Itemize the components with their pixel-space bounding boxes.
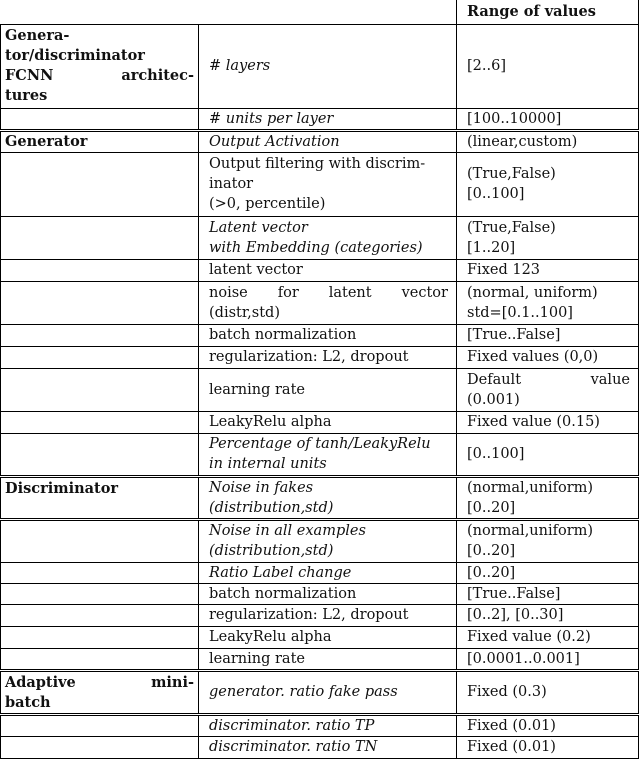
section-blank: [1, 259, 199, 281]
value-word: Default: [467, 371, 522, 388]
table-header-row: [1, 0, 639, 24]
param-cell: [199, 519, 457, 562]
param-cell: learning rate: [199, 648, 457, 670]
param-line: in internal units: [209, 456, 327, 472]
value-cell: [457, 368, 639, 411]
table-row: [1, 259, 639, 281]
section-label-generator: Generator: [1, 130, 199, 152]
table-row: [1, 604, 639, 626]
value-line: (normal,uniform): [467, 479, 594, 496]
table-row: [1, 130, 639, 152]
param-line: Latent vector: [209, 219, 308, 236]
section-blank: [1, 216, 199, 259]
param-word: noise: [209, 284, 248, 301]
param-line: [209, 283, 448, 303]
section-line-word: mini-: [151, 673, 194, 691]
section-line-word: FCNN: [5, 67, 54, 84]
param-cell: [199, 216, 457, 259]
section-blank: [1, 626, 199, 648]
table-row: [1, 108, 639, 130]
param-cell: generator. ratio fake pass: [199, 670, 457, 714]
value-line: (normal, uniform): [467, 284, 598, 301]
value-line: (True,False): [467, 219, 556, 236]
section-line: Genera-: [5, 27, 70, 44]
section-blank: [1, 562, 199, 583]
value-line: (True,False): [467, 166, 556, 182]
section-blank: [1, 411, 199, 433]
value-line: [1..20]: [467, 239, 516, 256]
section-label-discriminator: Discriminator: [1, 476, 199, 519]
table-row: [1, 626, 639, 648]
value-cell: [457, 476, 639, 519]
table-row: [1, 519, 639, 562]
param-line: Noise in all examples: [209, 523, 366, 539]
section-blank: [1, 108, 199, 130]
param-cell: regularization: L2, dropout: [199, 346, 457, 368]
param-line: (>0, percentile): [209, 196, 326, 212]
param-cell: [199, 281, 457, 324]
section-blank: [1, 281, 199, 324]
section-blank: [1, 714, 199, 736]
section-blank: [1, 519, 199, 562]
value-cell: [True..False]: [457, 324, 639, 346]
section-blank: [1, 368, 199, 411]
param-cell: batch normalization: [199, 583, 457, 604]
value-cell: [True..False]: [457, 583, 639, 604]
value-cell: [0..20]: [457, 562, 639, 583]
param-cell: Output Activation: [199, 130, 457, 152]
param-word: for: [277, 284, 299, 301]
section-label-adaptive: [1, 670, 199, 714]
param-cell: LeakyRelu alpha: [199, 626, 457, 648]
param-cell: [199, 152, 457, 216]
table-row: [1, 346, 639, 368]
section-line-word: architec-: [121, 67, 194, 84]
value-cell: [100..10000]: [457, 108, 639, 130]
value-cell: Fixed value (0.2): [457, 626, 639, 648]
value-cell: [0.0001..0.001]: [457, 648, 639, 670]
section-blank: [1, 324, 199, 346]
value-cell: Fixed (0.01): [457, 714, 639, 736]
table-row: [1, 433, 639, 476]
param-cell: [199, 433, 457, 476]
section-label-gen-disc: [1, 24, 199, 108]
section-line: [5, 673, 194, 693]
value-cell: [0..100]: [457, 433, 639, 476]
table-row: [1, 714, 639, 736]
section-line-word: Adaptive: [5, 673, 76, 691]
value-cell: [457, 281, 639, 324]
table-row: [1, 562, 639, 583]
value-line: [0..20]: [467, 499, 516, 516]
section-blank: [1, 433, 199, 476]
table-row: [1, 152, 639, 216]
table-row: [1, 670, 639, 714]
param-line: Noise in fakes: [209, 479, 314, 496]
param-cell: Ratio Label change: [199, 562, 457, 583]
param-cell: LeakyRelu alpha: [199, 411, 457, 433]
section-blank: [1, 736, 199, 758]
param-line: (distribution,std): [209, 499, 334, 516]
table-row: [1, 368, 639, 411]
table-row: [1, 583, 639, 604]
param-cell: discriminator. ratio TN: [199, 736, 457, 758]
param-cell: latent vector: [199, 259, 457, 281]
table-row: [1, 281, 639, 324]
section-blank: [1, 583, 199, 604]
section-line: tures: [5, 87, 48, 104]
table-row: [1, 324, 639, 346]
table-row: [1, 24, 639, 108]
param-cell: [199, 476, 457, 519]
param-word: latent: [328, 284, 372, 301]
value-cell: [0..2], [0..30]: [457, 604, 639, 626]
section-blank: [1, 346, 199, 368]
table-row: [1, 476, 639, 519]
section-blank: [1, 152, 199, 216]
section-blank: [1, 604, 199, 626]
value-line: [0..100]: [467, 186, 525, 202]
param-line: inator: [209, 176, 254, 192]
value-cell: Fixed values (0,0): [457, 346, 639, 368]
table-row: [1, 411, 639, 433]
value-cell: Fixed value (0.15): [457, 411, 639, 433]
table-row: [1, 216, 639, 259]
value-cell: [2..6]: [457, 24, 639, 108]
param-cell: regularization: L2, dropout: [199, 604, 457, 626]
param-line: (distr,std): [209, 304, 280, 321]
header-blank-2: [199, 0, 457, 24]
param-cell: batch normalization: [199, 324, 457, 346]
section-line: batch: [5, 693, 51, 711]
param-cell: # layers: [199, 24, 457, 108]
section-blank: [1, 648, 199, 670]
value-line: (normal,uniform): [467, 523, 594, 539]
column-header-range: Range of values: [457, 0, 639, 24]
value-cell: (linear,custom): [457, 130, 639, 152]
value-cell: [457, 152, 639, 216]
value-cell: Fixed 123: [457, 259, 639, 281]
section-line: [5, 66, 194, 86]
table-row: [1, 648, 639, 670]
value-line: std=[0.1..100]: [467, 304, 573, 321]
param-line: with Embedding (categories): [209, 239, 423, 256]
param-line: (distribution,std): [209, 543, 334, 559]
param-line: Percentage of tanh/LeakyRelu: [209, 436, 431, 452]
table-row: [1, 736, 639, 758]
header-blank-1: [1, 0, 199, 24]
value-line: [0..20]: [467, 543, 516, 559]
value-line: [467, 370, 630, 390]
param-line: Output filtering with discrim-: [209, 156, 426, 172]
section-line: tor/discriminator: [5, 47, 145, 64]
value-cell: [457, 216, 639, 259]
param-word: vector: [401, 284, 448, 301]
param-cell: # units per layer: [199, 108, 457, 130]
value-cell: Fixed (0.01): [457, 736, 639, 758]
value-cell: [457, 519, 639, 562]
value-cell: Fixed (0.3): [457, 670, 639, 714]
value-line: (0.001): [467, 391, 520, 408]
value-word: value: [590, 371, 630, 388]
param-cell: discriminator. ratio TP: [199, 714, 457, 736]
param-cell: learning rate: [199, 368, 457, 411]
